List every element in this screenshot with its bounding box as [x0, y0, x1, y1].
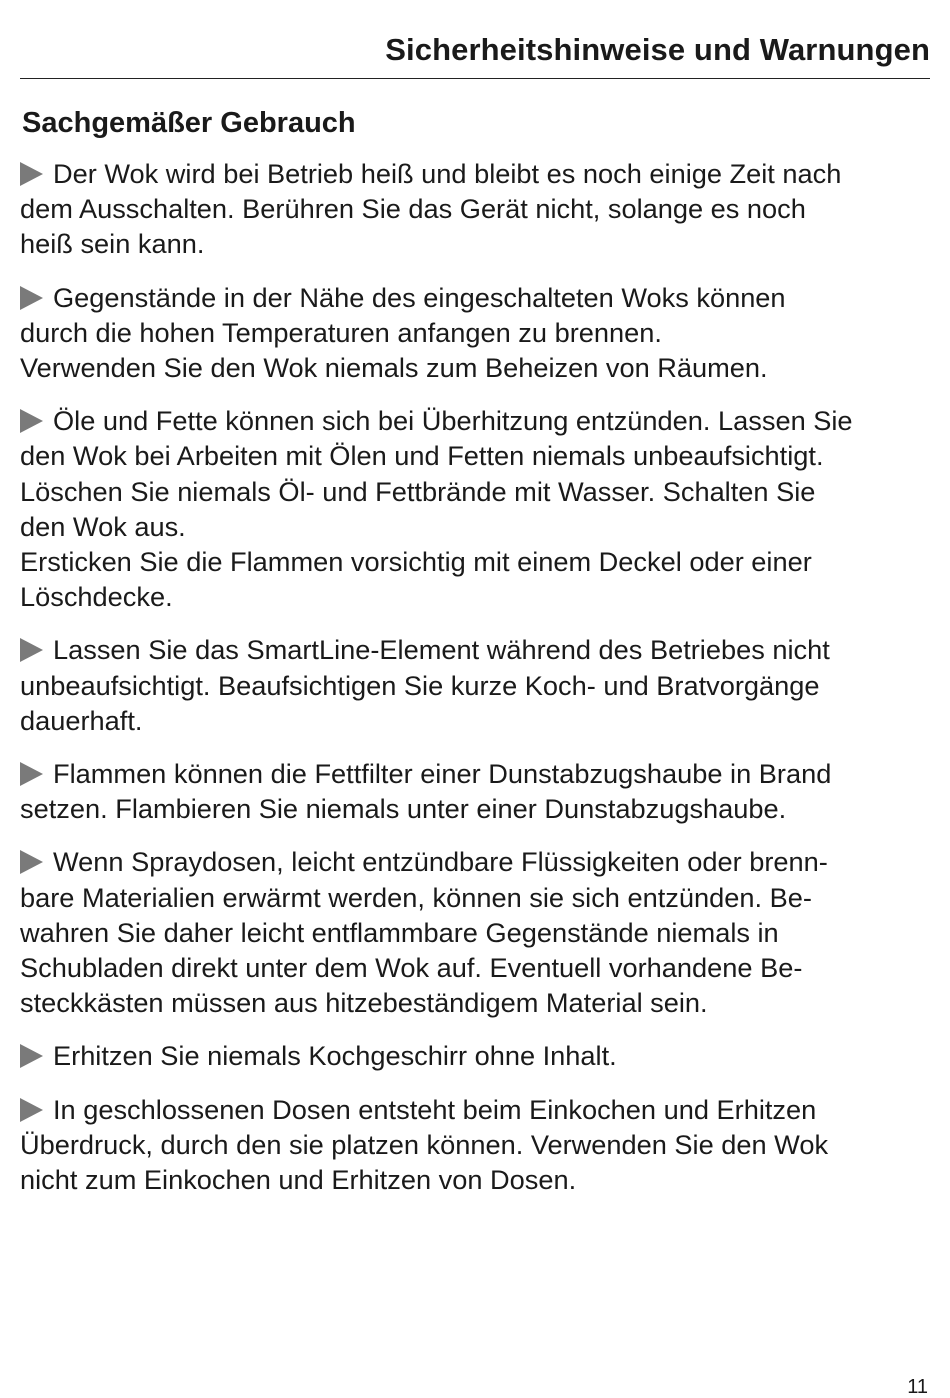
instruction-text: wahren Sie daher leicht entflammbare Gegenstände niemals in: [20, 916, 779, 948]
instruction-line: [20, 403, 935, 438]
instruction-line: [20, 1092, 935, 1127]
instruction-text: In geschlossenen Dosen entsteht beim Einkochen und Erhitzen: [53, 1093, 817, 1125]
page-header: [20, 30, 930, 79]
triangle-right-icon: [20, 850, 43, 874]
instruction-text: den Wok aus.: [20, 510, 186, 542]
instruction-text: Überdruck, durch den sie platzen können. Verwenden Sie den Wok: [20, 1128, 829, 1160]
instruction-text: steckkästen müssen aus hitzebeständigem Material sein.: [20, 987, 708, 1019]
instruction-item: [20, 632, 935, 738]
instruction-text: Lassen Sie das SmartLine-Element während des Betriebes nicht: [53, 634, 830, 666]
instruction-line: [20, 703, 935, 738]
instruction-line: [20, 191, 935, 226]
instruction-text: Flammen können die Fettfilter einer Dunstabzugshaube in Brand: [53, 758, 832, 790]
instruction-text: nicht zum Einkochen und Erhitzen von Dosen.: [20, 1164, 577, 1196]
instruction-line: [20, 438, 935, 473]
instruction-line: [20, 915, 935, 950]
instruction-line: [20, 544, 935, 579]
triangle-right-icon: [20, 762, 43, 786]
instruction-line: [20, 280, 935, 315]
instruction-item: [20, 844, 935, 1020]
instruction-text: Schubladen direkt unter dem Wok auf. Eventuell vorhandene Be-: [20, 952, 803, 984]
instruction-text: Gegenstände in der Nähe des eingeschalteten Woks können: [53, 281, 786, 313]
page-number: 11: [907, 1376, 928, 1398]
instruction-line: [20, 474, 935, 509]
triangle-right-icon: [20, 162, 43, 186]
instruction-text: Wenn Spraydosen, leicht entzündbare Flüssigkeiten oder brenn-: [53, 846, 828, 878]
page-title: Sicherheitshinweise und Warnungen: [385, 32, 930, 67]
instruction-line: [20, 985, 935, 1020]
instruction-text: Öle und Fette können sich bei Überhitzung entzünden. Lassen Sie: [53, 405, 853, 437]
triangle-right-icon: [20, 638, 43, 662]
instruction-text: Verwenden Sie den Wok niemals zum Beheizen von Räumen.: [20, 352, 768, 384]
instruction-line: [20, 226, 935, 261]
instruction-line: [20, 844, 935, 879]
instruction-item: [20, 1038, 935, 1073]
instruction-line: [20, 350, 935, 385]
instruction-text: heiß sein kann.: [20, 228, 205, 260]
instruction-text: dauerhaft.: [20, 704, 143, 736]
instruction-line: [20, 791, 935, 826]
instruction-text: Erhitzen Sie niemals Kochgeschirr ohne Inhalt.: [53, 1040, 617, 1072]
instruction-text: Löschen Sie niemals Öl- und Fettbrände mit Wasser. Schalten Sie: [20, 475, 816, 507]
triangle-right-icon: [20, 1098, 43, 1122]
instruction-text: setzen. Flambieren Sie niemals unter einer Dunstabzugshaube.: [20, 793, 787, 825]
instruction-text: Löschdecke.: [20, 581, 173, 613]
instruction-text: Der Wok wird bei Betrieb heiß und bleibt es noch einige Zeit nach: [53, 158, 842, 189]
instruction-text: durch die hohen Temperaturen anfangen zu brennen.: [20, 316, 662, 348]
instruction-line: [20, 1127, 935, 1162]
triangle-right-icon: [20, 1044, 43, 1068]
instruction-line: [20, 509, 935, 544]
instruction-text: bare Materialien erwärmt werden, können sie sich entzünden. Be-: [20, 881, 812, 913]
instruction-item: [20, 403, 935, 614]
instruction-text: den Wok bei Arbeiten mit Ölen und Fetten niemals unbeaufsichtigt.: [20, 440, 824, 472]
section-title: Sachgemäßer Gebrauch: [22, 107, 356, 139]
instruction-line: [20, 315, 935, 350]
instruction-line: [20, 756, 935, 791]
instruction-line: [20, 668, 935, 703]
safety-instructions-list: [20, 156, 935, 1215]
instruction-line: [20, 156, 935, 191]
instruction-text: dem Ausschalten. Berühren Sie das Gerät nicht, solange es noch: [20, 193, 806, 225]
triangle-right-icon: [20, 286, 43, 310]
instruction-line: [20, 880, 935, 915]
instruction-line: [20, 632, 935, 667]
instruction-item: [20, 156, 935, 262]
instruction-line: [20, 1162, 935, 1197]
instruction-item: [20, 280, 935, 386]
instruction-line: [20, 579, 935, 614]
instruction-line: [20, 1038, 935, 1073]
triangle-right-icon: [20, 409, 43, 433]
instruction-item: [20, 756, 935, 826]
instruction-text: unbeaufsichtigt. Beaufsichtigen Sie kurze Koch- und Bratvorgänge: [20, 669, 820, 701]
instruction-line: [20, 950, 935, 985]
instruction-text: Ersticken Sie die Flammen vorsichtig mit einem Deckel oder einer: [20, 546, 812, 578]
instruction-item: [20, 1092, 935, 1198]
